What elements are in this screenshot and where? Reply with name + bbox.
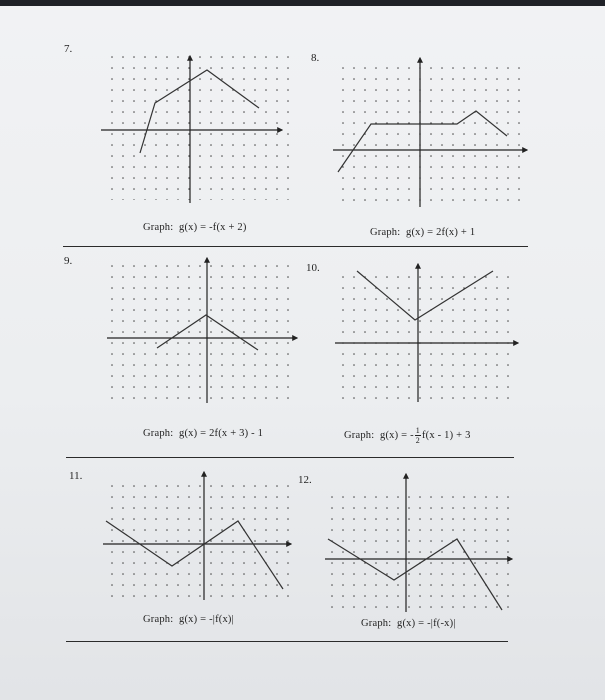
fraction-numerator: 1 <box>415 426 420 435</box>
divider-line-1 <box>63 246 528 247</box>
grid-dots-7 <box>106 52 290 200</box>
caption-label: Graph: <box>143 222 174 233</box>
fraction-denominator: 2 <box>415 436 420 445</box>
graph-9 <box>107 258 297 404</box>
caption-label: Graph: <box>143 614 174 625</box>
graph-12 <box>325 474 514 612</box>
equation-9: g(x) = 2f(x + 3) - 1 <box>179 428 264 439</box>
problem-number-11: 11. <box>69 470 83 482</box>
problem-number-12: 12. <box>298 474 312 486</box>
caption-12 <box>361 618 456 629</box>
caption-9 <box>143 428 263 439</box>
equation-12: g(x) = -|f(-x)| <box>397 618 456 629</box>
equation-8: g(x) = 2f(x) + 1 <box>406 227 476 238</box>
equation-10-start: g(x) = - <box>380 429 414 441</box>
divider-line-2 <box>66 457 514 458</box>
graph-11 <box>103 472 292 604</box>
caption-8 <box>370 227 475 238</box>
divider-line-3 <box>66 641 508 642</box>
caption-label: Graph: <box>143 428 174 439</box>
grid-dots-10 <box>338 268 518 404</box>
graph-8 <box>333 58 527 208</box>
problem-number-8: 8. <box>311 52 320 64</box>
grid-dots-9 <box>110 262 295 404</box>
caption-11 <box>143 614 234 625</box>
fraction-one-half <box>415 426 421 445</box>
equation-11: g(x) = -|f(x)| <box>179 614 234 625</box>
caption-label: Graph: <box>370 227 401 238</box>
problem-number-7: 7. <box>64 43 73 55</box>
caption-10 <box>344 426 471 445</box>
problem-number-10: 10. <box>306 262 320 274</box>
equation-7: g(x) = -f(x + 2) <box>179 222 247 233</box>
caption-label: Graph: <box>361 618 392 629</box>
equation-10-end: f(x - 1) + 3 <box>421 429 471 441</box>
caption-7 <box>143 222 247 233</box>
caption-label: Graph: <box>344 429 375 441</box>
graph-10 <box>335 264 518 404</box>
problem-number-9: 9. <box>64 255 73 267</box>
grid-dots-12 <box>328 488 514 612</box>
graph-7 <box>101 52 290 203</box>
